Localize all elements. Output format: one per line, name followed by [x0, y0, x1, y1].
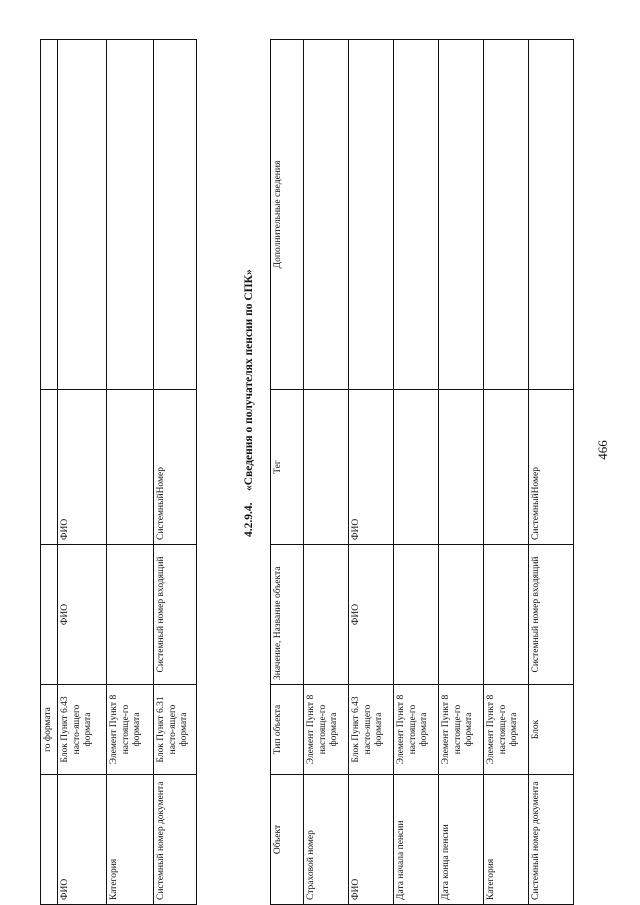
table-cell: Системный номер входящий: [529, 545, 574, 685]
table-row: [304, 40, 349, 905]
table-cell: го формата: [41, 685, 58, 775]
table-cell: Страховой номер: [304, 775, 349, 905]
table-cell: Элемент Пункт 8 настояще-го формата: [439, 685, 484, 775]
table-cell: Элемент Пункт 8 настояще-го формата: [484, 685, 529, 775]
table-cell: ФИО: [349, 775, 394, 905]
column-header: Дополнительные сведения: [271, 40, 304, 390]
table-cell: [304, 390, 349, 545]
table-cell: ФИО: [58, 775, 107, 905]
table-cell: ФИО: [349, 390, 394, 545]
table-cell: Системный номер документа: [154, 775, 197, 905]
section-title: «Сведения о получателях пенсии по СПК»: [243, 269, 255, 491]
table-cell: [41, 40, 58, 390]
section-number: 4.2.9.4.: [243, 502, 255, 537]
table-row: [41, 40, 58, 905]
table-cell: [484, 545, 529, 685]
table-cell: [304, 40, 349, 390]
table-row: [529, 40, 574, 905]
table-row: [58, 40, 107, 905]
table-cell: [41, 545, 58, 685]
table-cell: Дата начала пенсии: [394, 775, 439, 905]
table-cell: СистемныйНомер: [154, 390, 197, 545]
table-cell: [41, 775, 58, 905]
table-cell: Блок Пункт 6.43 насто-ящего формата: [349, 685, 394, 775]
table-cell: ФИО: [58, 390, 107, 545]
table-row: [349, 40, 394, 905]
table-cell: [304, 545, 349, 685]
table-cell: ФИО: [58, 545, 107, 685]
section-heading: [243, 37, 255, 537]
table-cell: [58, 40, 107, 390]
table-cell: [394, 545, 439, 685]
table-cell: [41, 390, 58, 545]
column-header: Тег: [271, 390, 304, 545]
table-header-row: [271, 40, 304, 905]
table-cell: [394, 40, 439, 390]
table-cell: [107, 40, 154, 390]
column-header: Тип объекта: [271, 685, 304, 775]
table-row: [394, 40, 439, 905]
column-header: Значение, Название объекта: [271, 545, 304, 685]
table-cell: Блок Пункт 6.43 насто-ящего формата: [58, 685, 107, 775]
table-cell: Блок Пункт 6.31 насто-ящего формата: [154, 685, 197, 775]
table-cell: Блок: [529, 685, 574, 775]
table-cell: СистемныйНомер: [529, 390, 574, 545]
table-cell: [107, 545, 154, 685]
table-cell: Системный номер документа: [529, 775, 574, 905]
table-cell: [484, 390, 529, 545]
main-table: [270, 39, 574, 905]
table-cell: Элемент Пункт 8 настояще-го формата: [304, 685, 349, 775]
table-cell: Элемент Пункт 8 настояще-го формата: [394, 685, 439, 775]
table-cell: [394, 390, 439, 545]
table-row: [154, 40, 197, 905]
table-row: [484, 40, 529, 905]
table-row: [107, 40, 154, 905]
table-cell: ФИО: [349, 545, 394, 685]
table-cell: Элемент Пункт 8 настояще-го формата: [107, 685, 154, 775]
table-cell: [529, 40, 574, 390]
table-row: [439, 40, 484, 905]
page-number: 466: [595, 440, 610, 460]
table-cell: [349, 40, 394, 390]
table-cell: Категория: [484, 775, 529, 905]
table-cell: [154, 40, 197, 390]
top-table: [40, 39, 197, 905]
table-cell: [107, 390, 154, 545]
column-header: Объект: [271, 775, 304, 905]
table-cell: [484, 40, 529, 390]
table-cell: Категория: [107, 775, 154, 905]
table-cell: Дата конца пенсии: [439, 775, 484, 905]
table-cell: [439, 390, 484, 545]
table-cell: Системный номер входящий: [154, 545, 197, 685]
table-cell: [439, 545, 484, 685]
table-cell: [439, 40, 484, 390]
